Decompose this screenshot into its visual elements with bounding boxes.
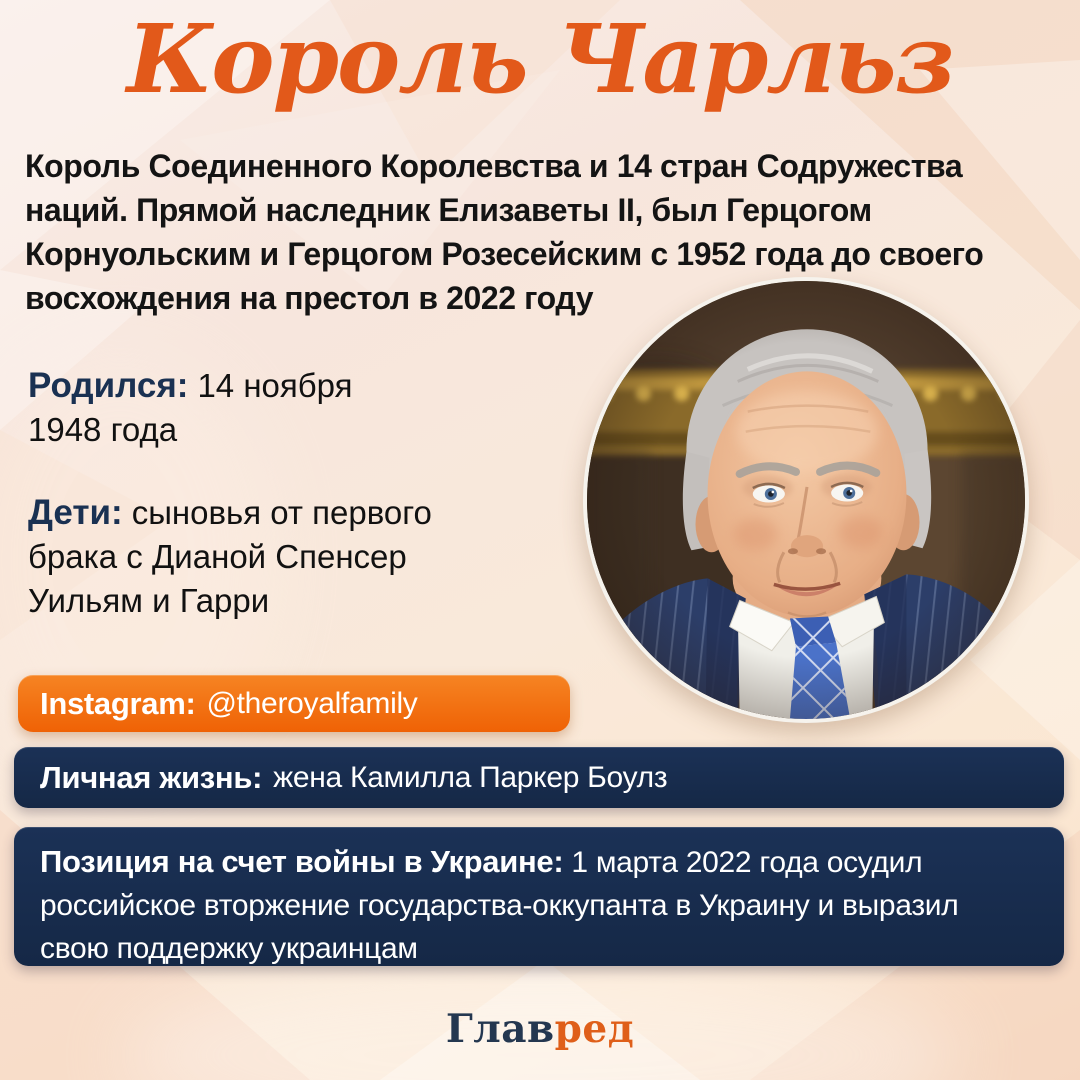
instagram-label: Instagram: bbox=[40, 685, 196, 721]
fact-children bbox=[28, 491, 528, 623]
personal-life-label: Личная жизнь: bbox=[40, 759, 263, 795]
instagram-handle: @theroyalfamily bbox=[206, 686, 418, 720]
intro-text: Король Соединенного Королевства и 14 стран Содружества наций. Прямой наследник Елизаветы II, был Герцогом Корнуольским и Герцогом Розесейским с 1952 года до своего восхождения на престол в 2022 году bbox=[25, 148, 984, 316]
war-position-bar bbox=[14, 827, 1064, 966]
site-logo-part1: Глав bbox=[445, 1006, 555, 1052]
site-logo-part2: ред bbox=[554, 1006, 635, 1052]
site-logo bbox=[0, 1006, 1080, 1052]
war-position-label: Позиция на счет войны в Украине: bbox=[40, 844, 564, 879]
personal-life-bar bbox=[14, 747, 1064, 808]
fact-children-label: Дети: bbox=[28, 493, 123, 532]
fact-birth-value: 14 ноября 1948 года bbox=[28, 367, 353, 448]
instagram-bar bbox=[18, 675, 570, 732]
page-title: Король Чарльз bbox=[126, 4, 954, 115]
fact-children-value: сыновья от первого брака с Дианой Спенсер Уильям и Гарри bbox=[28, 494, 432, 619]
fact-birth bbox=[28, 364, 418, 452]
fact-birth-label: Родился: bbox=[28, 366, 189, 405]
portrait-king-charles bbox=[583, 277, 1029, 723]
portrait-illustration bbox=[587, 281, 1025, 719]
war-position-value: 1 марта 2022 года осудил российское вторжение государства-оккупанта в Украину и выразил свою поддержку украинцам bbox=[40, 846, 959, 965]
personal-life-value: жена Камилла Паркер Боулз bbox=[273, 760, 668, 794]
